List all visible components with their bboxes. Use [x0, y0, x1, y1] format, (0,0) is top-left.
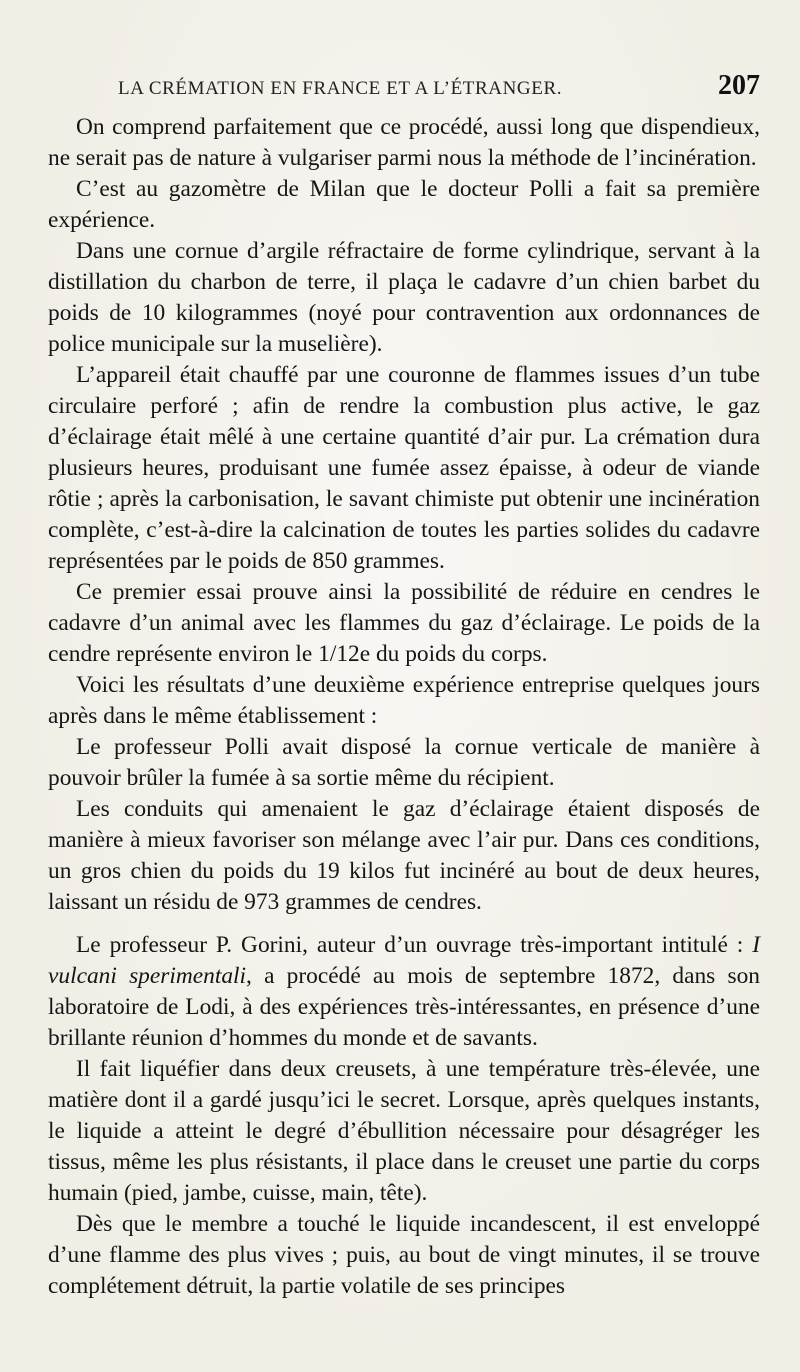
paragraph: Le professeur Polli avait disposé la cornue verticale de manière à pouvoir brûler la fumée à sa sortie même du récipient.: [48, 734, 760, 791]
page-body: [48, 112, 760, 1302]
paragraph-gorini: [48, 930, 760, 1054]
paragraph: Ce premier essai prouve ainsi la possibilité de réduire en cendres le cadavre d’un animal avec les flammes du gaz d’éclairage. Le poids de la cendre représente environ le 1/12e du poids du corps.: [48, 579, 760, 667]
book-title: I vulcani sperimentali: [48, 932, 760, 989]
paragraph: Il fait liquéfier dans deux creusets, à une température très-élevée, une matière dont il a gardé jusqu’ici le secret. Lorsque, après quelques instants, le liquide a atteint le degré d’ébullition nécessaire pour désagréger les tissus, même les plus résistants, il place dans le creuset une partie du corps humain (pied, jambe, cuisse, main, tête).: [48, 1056, 760, 1206]
paragraph: Dès que le membre a touché le liquide incandescent, il est enveloppé d’une flamme des plus vives ; puis, au bout de vingt minutes, il se trouve complétement détruit, la partie volatile de ses principes: [48, 1211, 760, 1299]
paragraph: C’est au gazomètre de Milan que le docteur Polli a fait sa première expérience.: [48, 176, 760, 233]
running-title: LA CRÉMATION EN FRANCE ET A L’ÉTRANGER.: [118, 78, 563, 99]
paragraph: L’appareil était chauffé par une couronne de flammes issues d’un tube circulaire perforé ; afin de rendre la combustion plus active, le gaz d’éclairage était mêlé à une certaine quantité d’air pur. La crémation dura plusieurs heures, produisant une fumée assez épaisse, à odeur de viande rôtie ; après la carbonisation, le savant chimiste put obtenir une incinération complète, c’est-à-dire la calcination de toutes les parties solides du cadavre représentées par le poids de 850 grammes.: [48, 362, 760, 574]
paragraph-text: , a procédé au mois de septembre 1872, dans son laboratoire de Lodi, à des expériences très-intéressantes, en présence d’une brillante réunion d’hommes du monde et de savants.: [48, 963, 760, 1051]
paragraph-text: Le professeur P. Gorini, auteur d’un ouvrage très-important intitulé :: [76, 932, 753, 958]
paragraph: On comprend parfaitement que ce procédé, aussi long que dispendieux, ne serait pas de nature à vulgariser parmi nous la méthode de l’incinération.: [48, 114, 760, 171]
paragraph: Les conduits qui amenaient le gaz d’éclairage étaient disposés de manière à mieux favoriser son mélange avec l’air pur. Dans ces conditions, un gros chien du poids du 19 kilos fut incinéré au bout de deux heures, laissant un résidu de 973 grammes de cendres.: [48, 796, 760, 915]
paragraph: Voici les résultats d’une deuxième expérience entreprise quelques jours après dans le même établissement :: [48, 672, 760, 729]
page-header: [118, 70, 760, 106]
page-number: 207: [718, 70, 760, 101]
paragraph: Dans une cornue d’argile réfractaire de forme cylindrique, servant à la distillation du charbon de terre, il plaça le cadavre d’un chien barbet du poids de 10 kilogrammes (noyé pour contravention aux ordonnances de police municipale sur la muselière).: [48, 238, 760, 357]
